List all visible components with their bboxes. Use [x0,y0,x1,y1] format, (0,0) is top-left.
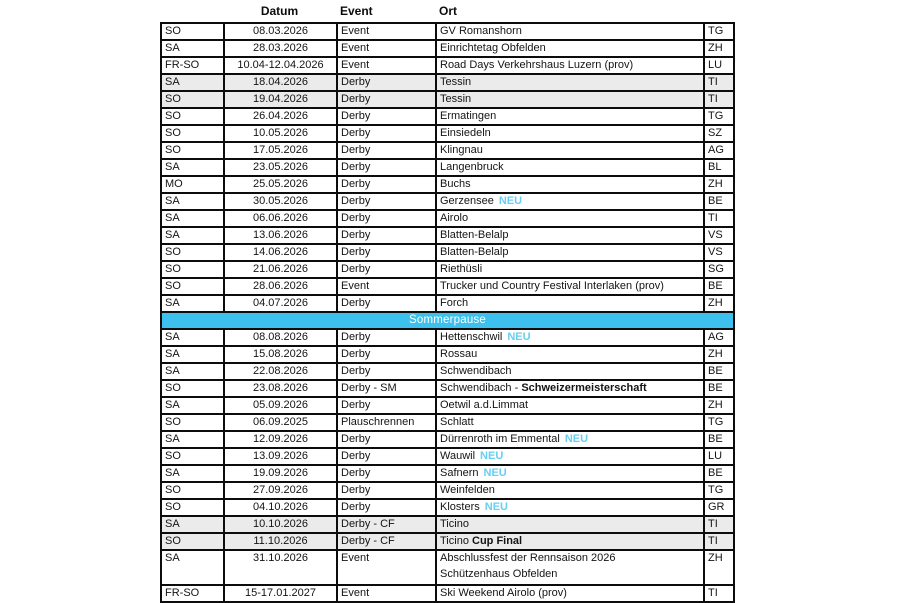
location-cell [436,397,704,414]
event-type-cell: Event [337,550,436,585]
table-row [161,193,734,210]
location-text: Klingnau [440,143,483,156]
date-cell: 15-17.01.2027 [224,585,337,602]
day-cell: SA [161,550,224,585]
location-text: Blatten-Belalp [440,228,509,241]
neu-badge: NEU [483,466,507,479]
location-text: Gerzensee [440,194,494,207]
neu-badge: NEU [484,500,508,513]
table-row [161,108,734,125]
location-cell [436,482,704,499]
day-cell: SO [161,91,224,108]
day-cell: SO [161,142,224,159]
column-header-datum: Datum [260,4,299,18]
day-cell: SA [161,397,224,414]
table-row [161,363,734,380]
location-cell [436,295,704,312]
table-row [161,125,734,142]
location-cell [436,431,704,448]
schedule-table-body [161,23,734,602]
date-cell: 19.04.2026 [224,91,337,108]
day-cell: SO [161,414,224,431]
location-text: Blatten-Belalp [440,245,509,258]
day-cell: SA [161,431,224,448]
date-cell: 18.04.2026 [224,74,337,91]
location-cell [436,108,704,125]
location-text: Road Days Verkehrshaus Luzern (prov) [440,58,634,71]
location-cell [436,74,704,91]
date-cell: 17.05.2026 [224,142,337,159]
location-cell [436,363,704,380]
date-cell: 11.10.2026 [224,533,337,550]
location-cell [436,125,704,142]
canton-cell: TI [704,74,734,91]
location-cell [436,329,704,346]
day-cell: SO [161,448,224,465]
canton-cell: TG [704,23,734,40]
date-cell: 06.09.2025 [224,414,337,431]
neu-badge: NEU [507,330,531,343]
location-text: Trucker und Country Festival Interlaken (prov) [440,279,664,292]
date-cell: 05.09.2026 [224,397,337,414]
canton-cell: LU [704,57,734,74]
location-cell [436,159,704,176]
day-cell: SA [161,363,224,380]
event-type-cell: Derby [337,74,436,91]
event-type-cell: Derby [337,465,436,482]
date-cell: 10.10.2026 [224,516,337,533]
event-type-cell: Derby [337,125,436,142]
canton-cell: BE [704,380,734,397]
table-row [161,176,734,193]
location-text: Ticino [440,534,472,547]
day-cell: SA [161,516,224,533]
day-cell: FR-SO [161,585,224,602]
table-row [161,499,734,516]
date-cell: 19.09.2026 [224,465,337,482]
day-cell: SA [161,193,224,210]
table-row [161,227,734,244]
day-cell: SO [161,380,224,397]
location-text: Einrichtetag Obfelden [440,41,546,54]
location-cell [436,91,704,108]
event-type-cell: Derby [337,295,436,312]
event-type-cell: Derby [337,193,436,210]
location-cell [436,23,704,40]
canton-cell: BE [704,431,734,448]
table-row [161,448,734,465]
day-cell: SA [161,465,224,482]
canton-cell: ZH [704,40,734,57]
location-text: Ermatingen [440,109,497,122]
event-type-cell: Event [337,585,436,602]
schedule-table-container [160,0,735,603]
location-text: Ski Weekend Airolo (prov) [440,586,567,599]
event-type-cell: Derby [337,210,436,227]
canton-cell: BL [704,159,734,176]
event-type-cell: Derby [337,176,436,193]
canton-cell: TI [704,516,734,533]
location-cell [436,414,704,431]
location-text: Einsiedeln [440,126,491,139]
day-cell: SA [161,295,224,312]
day-cell: SO [161,482,224,499]
event-type-cell: Derby [337,91,436,108]
day-cell: SO [161,108,224,125]
date-cell: 14.06.2026 [224,244,337,261]
location-cell [436,585,704,602]
table-row [161,261,734,278]
day-cell: SA [161,40,224,57]
location-bold-text: Schweizermeisterschaft [521,381,647,394]
table-row [161,74,734,91]
location-text: Safnern [440,466,479,479]
date-cell: 22.08.2026 [224,363,337,380]
table-row [161,295,734,312]
event-type-cell: Derby [337,261,436,278]
location-text: Forch [440,296,469,309]
date-cell: 12.09.2026 [224,431,337,448]
event-type-cell: Derby [337,363,436,380]
date-cell: 13.06.2026 [224,227,337,244]
day-cell: MO [161,176,224,193]
date-cell: 10.05.2026 [224,125,337,142]
canton-cell: BE [704,363,734,380]
table-row [161,397,734,414]
canton-cell: BE [704,465,734,482]
location-cell [436,550,704,585]
location-text: Schlatt [440,415,474,428]
event-type-cell: Derby [337,159,436,176]
neu-badge: NEU [564,432,589,445]
event-type-cell: Derby [337,227,436,244]
date-cell: 21.06.2026 [224,261,337,278]
canton-cell: SG [704,261,734,278]
date-cell: 04.10.2026 [224,499,337,516]
sommerpause-row [161,312,734,329]
event-type-cell: Event [337,57,436,74]
event-type-cell: Event [337,23,436,40]
table-row [161,380,734,397]
location-cell [436,57,704,74]
day-cell: SO [161,533,224,550]
date-cell: 31.10.2026 [224,550,337,585]
location-text: Weinfelden [440,483,495,496]
event-type-cell: Derby [337,346,436,363]
location-text: Tessin [440,75,472,88]
location-text: Schwendibach [440,364,512,377]
canton-cell: TI [704,585,734,602]
date-cell: 10.04-12.04.2026 [224,57,337,74]
event-type-cell: Derby [337,397,436,414]
event-type-cell: Derby [337,431,436,448]
column-header-ort: Ort [439,4,457,18]
table-row [161,482,734,499]
location-cell [436,176,704,193]
date-cell: 06.06.2026 [224,210,337,227]
canton-cell: ZH [704,550,734,585]
location-cell [436,227,704,244]
date-cell: 27.09.2026 [224,482,337,499]
canton-cell: TG [704,482,734,499]
location-cell [436,210,704,227]
table-row [161,57,734,74]
canton-cell: ZH [704,397,734,414]
event-type-cell: Derby [337,329,436,346]
neu-badge: NEU [498,194,523,207]
location-text: Ticino [440,517,469,530]
table-row [161,431,734,448]
location-text: Wauwil [440,449,476,462]
event-type-cell: Derby - CF [337,516,436,533]
day-cell: SO [161,125,224,142]
event-type-cell: Derby [337,482,436,499]
day-cell: SA [161,227,224,244]
date-cell: 30.05.2026 [224,193,337,210]
location-text: Airolo [440,211,469,224]
table-row [161,278,734,295]
table-row [161,142,734,159]
location-cell [436,465,704,482]
day-cell: SA [161,210,224,227]
canton-cell: GR [704,499,734,516]
table-row [161,329,734,346]
date-cell: 25.05.2026 [224,176,337,193]
canton-cell: VS [704,244,734,261]
canton-cell: LU [704,448,734,465]
sommerpause-label: Sommerpause [161,312,734,329]
table-row [161,585,734,602]
event-type-cell: Derby [337,244,436,261]
canton-cell: AG [704,142,734,159]
location-text: Schwendibach - [440,381,522,394]
event-type-cell: Event [337,278,436,295]
location-cell [436,142,704,159]
event-type-cell: Derby - CF [337,533,436,550]
column-header-event: Event [340,4,373,18]
neu-badge: NEU [480,449,504,462]
table-row [161,346,734,363]
location-text: Klosters [440,500,480,513]
table-row [161,210,734,227]
table-row [161,550,734,585]
location-cell [436,380,704,397]
location-cell [436,244,704,261]
event-type-cell: Derby - SM [337,380,436,397]
day-cell: SA [161,74,224,91]
day-cell: SO [161,244,224,261]
location-text: Riethüsli [440,262,483,275]
canton-cell: ZH [704,295,734,312]
location-cell [436,533,704,550]
canton-cell: TI [704,91,734,108]
table-row [161,23,734,40]
location-text: Tessin [440,92,472,105]
day-cell: SO [161,23,224,40]
table-row [161,244,734,261]
location-cell [436,499,704,516]
location-cell [436,261,704,278]
table-row [161,465,734,482]
location-cell [436,346,704,363]
canton-cell: SZ [704,125,734,142]
location-text: Buchs [440,177,471,190]
date-cell: 23.08.2026 [224,380,337,397]
canton-cell: VS [704,227,734,244]
canton-cell: TI [704,533,734,550]
table-row [161,40,734,57]
location-bold-text: Cup Final [472,534,523,547]
day-cell: SA [161,329,224,346]
day-cell: FR-SO [161,57,224,74]
date-cell: 26.04.2026 [224,108,337,125]
date-cell: 23.05.2026 [224,159,337,176]
event-type-cell: Derby [337,108,436,125]
date-cell: 28.06.2026 [224,278,337,295]
location-text: Hettenschwil [440,330,503,343]
location-text: GV Romanshorn [440,24,522,37]
canton-cell: TI [704,210,734,227]
location-cell [436,193,704,210]
schedule-table [160,22,735,603]
date-cell: 08.08.2026 [224,329,337,346]
table-row [161,533,734,550]
date-cell: 13.09.2026 [224,448,337,465]
canton-cell: ZH [704,346,734,363]
table-row [161,91,734,108]
date-cell: 04.07.2026 [224,295,337,312]
table-row [161,414,734,431]
day-cell: SA [161,346,224,363]
event-type-cell: Derby [337,499,436,516]
canton-cell: BE [704,278,734,295]
canton-cell: ZH [704,176,734,193]
canton-cell: AG [704,329,734,346]
location-text: Abschlussfest der Rennsaison 2026 [440,552,616,564]
table-row [161,159,734,176]
location-cell [436,448,704,465]
location-text: Langenbruck [440,160,504,173]
day-cell: SA [161,159,224,176]
date-cell: 08.03.2026 [224,23,337,40]
day-cell: SO [161,499,224,516]
table-row [161,516,734,533]
event-type-cell: Derby [337,142,436,159]
column-headers [160,0,735,22]
location-text: Oetwil a.d.Limmat [440,398,529,411]
location-cell [436,40,704,57]
canton-cell: BE [704,193,734,210]
location-line2: Schützenhaus Obfelden [440,567,558,580]
location-text: Dürrenroth im Emmental [440,432,560,445]
event-type-cell: Derby [337,448,436,465]
day-cell: SO [161,278,224,295]
location-cell [436,516,704,533]
location-cell [436,278,704,295]
day-cell: SO [161,261,224,278]
canton-cell: TG [704,414,734,431]
date-cell: 15.08.2026 [224,346,337,363]
event-type-cell: Event [337,40,436,57]
canton-cell: TG [704,108,734,125]
event-type-cell: Plauschrennen [337,414,436,431]
date-cell: 28.03.2026 [224,40,337,57]
location-text: Rossau [440,347,478,360]
